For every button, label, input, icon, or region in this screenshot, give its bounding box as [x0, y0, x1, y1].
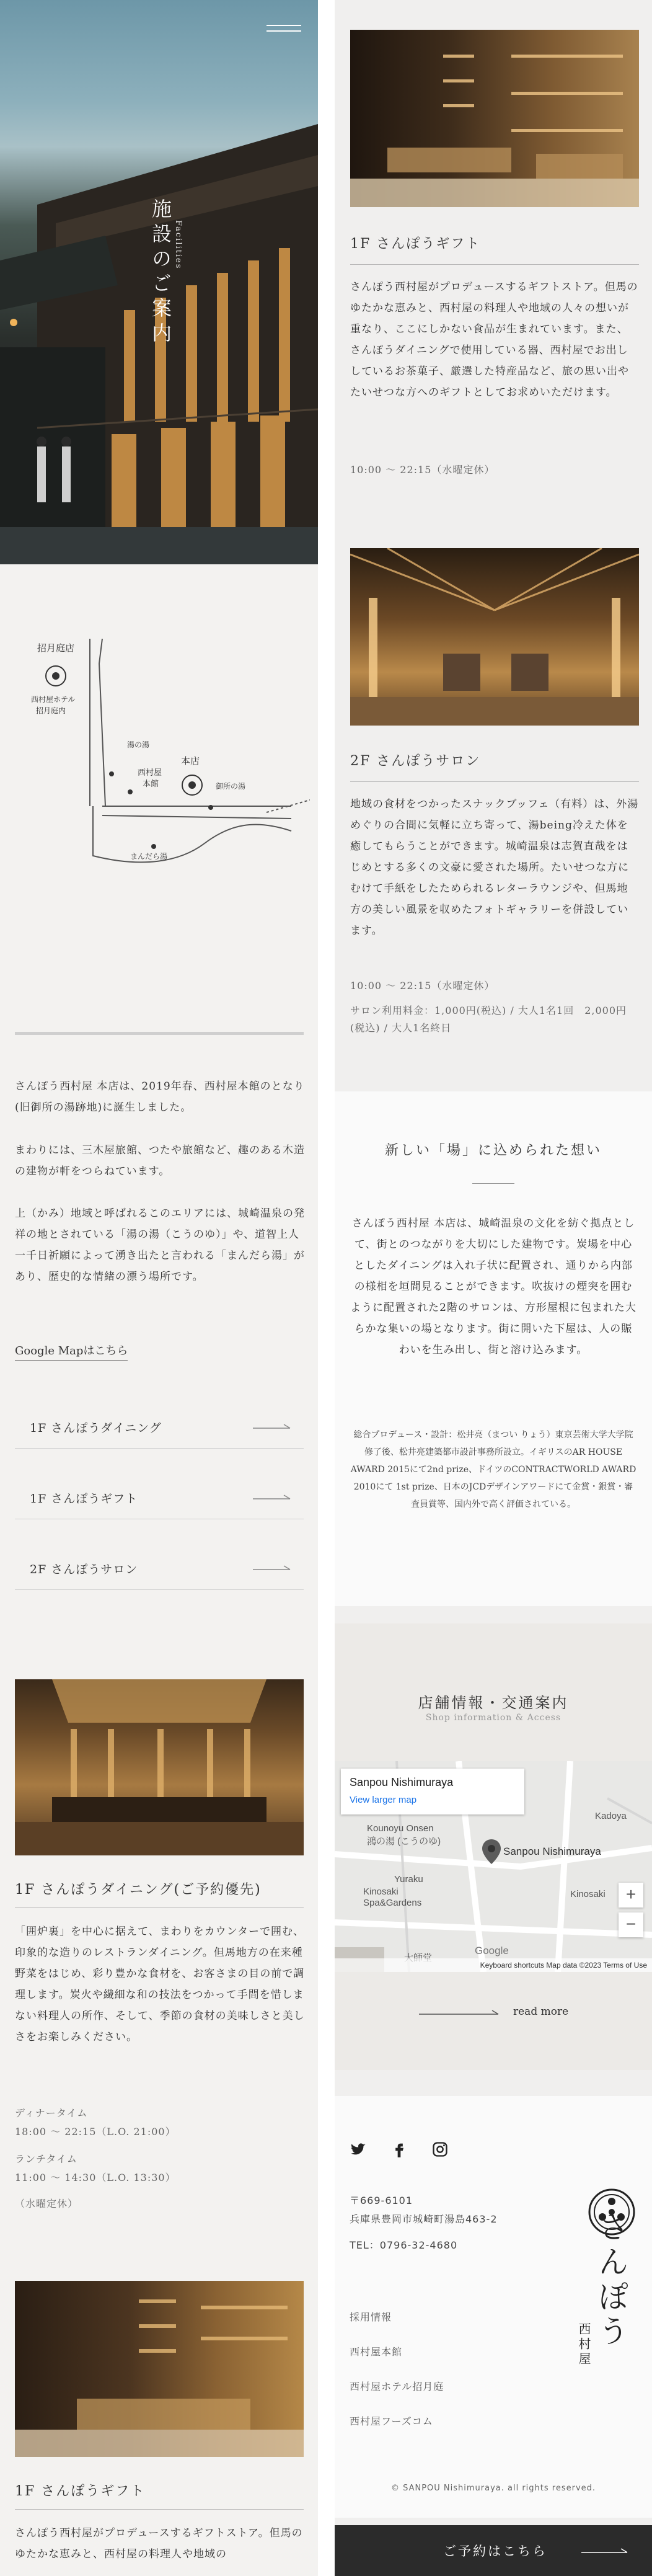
intro-paragraph-2: まわりには、三木屋旅館、つたや旅館など、趣のある木造の建物が軒をつらねています。 [15, 1144, 305, 1178]
concept-credits: 総合プロデュース・設計：松井亮（まつい りょう）東京芸術大学大学院修了後、松井亮建築都市設計事務所設立。イギリスのAR HOUSE AWARD 2015にて2nd prize、ドイツのCONTRACTWORLD AWARD 2010にて 1st prize、日本のJCDデザインアワードにて金賞・銀賞・審査員賞等、国内外で高く評価されている。 [350, 1430, 637, 1509]
gift-photo-illustration [15, 2281, 304, 2457]
footer-link-honkan[interactable]: 西村屋本館 [350, 2346, 403, 2358]
zoom-out-button[interactable]: − [619, 1912, 643, 1937]
hero-title: 施設のご案内 [149, 198, 172, 347]
column-gutter [318, 0, 335, 2576]
dining-photo-illustration [15, 1679, 304, 1855]
salon-rule [350, 781, 639, 782]
map-footer [335, 1958, 652, 1972]
arrow-right-icon [419, 2009, 500, 2017]
reserve-button[interactable] [335, 2525, 652, 2576]
lunch-time: 11:00 〜 14:30（L.O. 13:30） [15, 2172, 176, 2183]
map-label-kadoya: Kadoya [595, 1811, 627, 1821]
brand-logo-subtext: 西村屋 [576, 2322, 591, 2367]
section-divider [15, 1032, 304, 1035]
dinner-label: ディナータイム [15, 2107, 88, 2119]
map-label-hotel-2: 招月庭内 [36, 706, 66, 715]
nav-gift[interactable] [15, 1473, 304, 1519]
brand-logo-text: さんぽう [593, 2211, 629, 2350]
nav-dining[interactable] [15, 1403, 304, 1449]
concept-rule [472, 1183, 514, 1184]
map-info-card [341, 1769, 524, 1814]
nav-salon-label: 2F さんぽうサロン [30, 1563, 138, 1576]
map-footer-text[interactable]: Keyboard shortcuts Map data ©2023 Terms of Use [480, 1961, 647, 1970]
intro-paragraph-3: 上（かみ）地域と呼ばれるこのエリアには、城崎温泉の発祥の地とされている「湯の湯（こうのゆ）」や、道智上人一千日祈願によって湧き出たと言われる「まんだら湯」があり、歴史的な情緒の漂う場所です。 [15, 1207, 305, 1283]
footer-zip: 〒669-6101 [350, 2195, 413, 2206]
map-label-kinosaki: Kinosaki [570, 1889, 606, 1899]
zoom-in-button[interactable]: + [619, 1883, 643, 1908]
map-label-honjin-1: 西村屋 [138, 768, 162, 778]
concept-body: さんぽう西村屋 本店は、城崎温泉の文化を紡ぐ拠点として、街とのつながりを大切にした建物です。炭場を中心としたダイニングは入れ子状に配置され、通りから内部の様相を垣間見ることができます。吹抜けの煙突を囲むように配置された2階のサロンは、方形屋根に包まれた大らかな集いの場となります。街に開いた下屋は、人の賑わいを生み出し、街と溶け込みます。 [350, 1217, 637, 1356]
hero-image [0, 0, 318, 564]
instagram-icon[interactable] [431, 2141, 449, 2158]
area-map-illustration [19, 626, 310, 887]
hero-subtitle: Facilities [174, 220, 183, 270]
gift-hours: 10:00 〜 22:15（水曜定休） [350, 464, 495, 476]
intro-paragraph-1: さんぽう西村屋 本店は、2019年春、西村屋本館のとなり(旧御所の湯跡地)に誕生しました。 [15, 1080, 305, 1114]
gift-body: さんぽう西村屋がプロデュースするギフトストア。但馬のゆたかな恵みと、西村屋の料理人や地域の人々の想いが重なり、ここにしかない食品が生まれています。また、さんぽうダイニングで使用している器、西村屋でお出ししているお茶菓子、厳選した特産品など、旅の思い出やたいせつな方へのギフトとしてお求めいただけます。 [350, 281, 638, 399]
footer-address: 兵庫県豊岡市城崎町湯島463-2 [350, 2213, 498, 2225]
map-label-goshonoyu: 御所の湯 [216, 782, 246, 791]
lunch-label: ランチタイム [15, 2153, 77, 2165]
gift-body-left: さんぽう西村屋がプロデュースするギフトストア。但馬のゆたかな恵みと、西村屋の料理人や地域の [15, 2527, 303, 2560]
salon-body: 地域の食材をつかったスナックブッフェ（有料）は、外湯めぐりの合間に気軽に立ち寄って、湯being冷えた体を癒してもらうことができます。城崎温泉は志賀直哉をはじめとする多くの文豪に愛された場所。たいせつな方にむけて手紙をしたためられるレターラウンジや、但馬地方の美しい風景を収めたフォトギャラリーを併設しています。 [350, 798, 639, 937]
gift-photo [350, 30, 639, 207]
google-map-link[interactable]: Google Mapはこちら [15, 1342, 128, 1361]
shop-subtitle: Shop information & Access [425, 1713, 562, 1723]
map-label-honten: 本店 [181, 755, 200, 766]
arrow-right-icon [253, 1494, 291, 1500]
footer-tel[interactable]: TEL：0796-32-4680 [350, 2239, 458, 2251]
gift-store-illustration [350, 30, 639, 207]
map-label-kounoyu: Kounoyu Onsen [367, 1823, 434, 1834]
map-label-kounoyu-jp: 鴻の湯 (こうのゆ) [367, 1836, 441, 1847]
footer-link-foodscom[interactable]: 西村屋フーズコム [350, 2415, 433, 2427]
salon-fee: サロン利用料金：1,000円(税込) / 大人1名1回 2,000円(税込) / 大人1名終日 [350, 1005, 627, 1034]
arrow-right-icon [253, 1565, 291, 1571]
salon-title: 2F さんぽうサロン [350, 753, 481, 769]
dining-title: 1F さんぽうダイニング(ご予約優先) [15, 1882, 262, 1898]
dining-closed: （水曜定休） [15, 2198, 79, 2210]
map-label-gardens: Spa&Gardens [363, 1898, 422, 1908]
salon-hours: 10:00 〜 22:15（水曜定休） [350, 980, 495, 992]
dinner-time: 18:00 〜 22:15（L.O. 21:00） [15, 2126, 176, 2138]
menu-hamburger-icon[interactable] [267, 25, 301, 37]
arrow-right-icon [253, 1423, 291, 1429]
nav-gift-label: 1F さんぽうギフト [30, 1492, 138, 1506]
nav-dining-label: 1F さんぽうダイニング [30, 1421, 162, 1435]
gift-rule [350, 264, 639, 265]
google-map-embed[interactable] [335, 1761, 652, 1972]
map-pin-icon[interactable] [482, 1839, 501, 1864]
google-logo: Google [475, 1945, 509, 1956]
map-label-shogetsutei: 招月庭店 [37, 642, 75, 654]
reserve-button-label: ご予約はこちら [443, 2544, 547, 2559]
view-larger-map-link[interactable]: View larger map [350, 1795, 417, 1805]
gift-title-left: 1F さんぽうギフト [15, 2484, 146, 2499]
dining-body: 「囲炉裏」を中心に据えて、まわりをカウンターで囲む、印象的な造りのレストランダイニング。但馬地方の在来種野菜をはじめ、彩り豊かな食材を、お客さまの目の前で調理します。炭火や繊細な和の技法をつかって手間を惜しまない料理人の所作、そして、季節の食材の美味しさと美しさをお楽しみください。 [15, 1925, 305, 2043]
map-label-yunohana: 湯の湯 [127, 740, 150, 749]
map-label-hotel-1: 西村屋ホテル [31, 695, 76, 704]
arrow-right-icon [581, 2547, 628, 2554]
map-label-honjin-2: 本館 [143, 779, 159, 789]
map-card-title: Sanpou Nishimuraya [350, 1776, 454, 1788]
dining-photo [15, 1679, 304, 1855]
twitter-icon[interactable] [350, 2141, 367, 2158]
map-label-yuraku: Yuraku [394, 1874, 423, 1885]
map-label-kinosaki-spa: Kinosaki [363, 1886, 399, 1897]
map-pin-label: Sanpou Nishimuraya [503, 1845, 601, 1857]
gift-title: 1F さんぽうギフト [350, 236, 481, 252]
copyright: © SANPOU Nishimuraya. all rights reserved. [390, 2484, 596, 2493]
gift-photo-left [15, 2281, 304, 2457]
facebook-icon[interactable] [390, 2141, 408, 2158]
salon-illustration [350, 548, 639, 726]
footer-link-hotel[interactable]: 西村屋ホテル招月庭 [350, 2381, 444, 2392]
salon-photo [350, 548, 639, 726]
map-label-mandara: まんだら湯 [130, 852, 168, 861]
shop-title: 店舗情報・交通案内 [418, 1694, 569, 1712]
read-more-label: read more [513, 2005, 569, 2018]
concept-title: 新しい「場」に込められた想い [384, 1143, 602, 1158]
gift-rule-left [15, 2509, 304, 2510]
nav-salon[interactable] [15, 1544, 304, 1590]
footer-link-recruit[interactable]: 採用情報 [350, 2311, 392, 2323]
read-more-link[interactable] [419, 2005, 574, 2019]
